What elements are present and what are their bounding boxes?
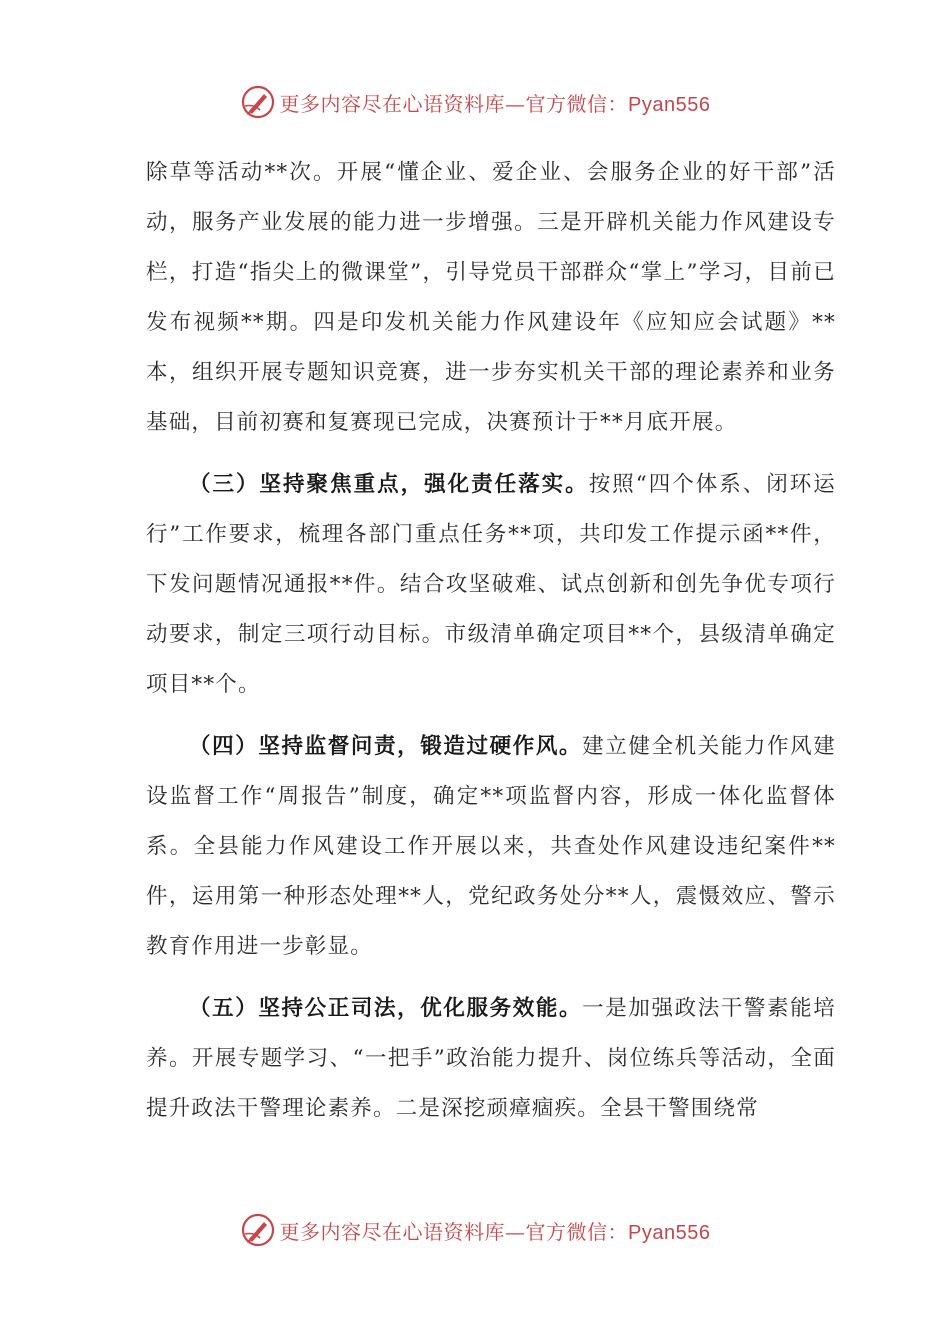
pen-logo-icon <box>240 84 276 120</box>
paragraph-heading: （四）坚持监督问责，锻造过硬作风。 <box>189 734 583 759</box>
header-banner-text: 更多内容尽在心语资料库—官方微信：Pyan556 <box>279 91 711 116</box>
paragraph-heading: （三）坚持聚焦重点，强化责任落实。 <box>189 472 589 497</box>
header-banner <box>0 80 950 124</box>
paragraph-3: （四）坚持监督问责，锻造过硬作风。建立健全机关能力作风建设监督工作“周报告”制度，确定**项监督内容，形成一体化监督体系。全县能力作风建设工作开展以来，共查处作风建设违纪案件**件，运用第一种形态处理**人，党纪政务处分**人，震慑效应、警示教育作用进一步彰显。 <box>146 734 836 959</box>
document-body <box>146 148 836 1134</box>
footer-banner-brand: Pyan556 <box>628 1221 711 1244</box>
pen-logo-icon <box>240 1212 276 1248</box>
header-banner-brand: Pyan556 <box>628 93 711 116</box>
paragraph-1: 除草等活动**次。开展“懂企业、爱企业、会服务企业的好干部”活动，服务产业发展的能力进一步增强。三是开辟机关能力作风建设专栏，打造“指尖上的微课堂”，引导党员干部群众“掌上”学习，目前已发布视频**期。四是印发机关能力作风建设年《应知应会试题》**本，组织开展专题知识竞赛，进一步夯实机关干部的理论素养和业务基础，目前初赛和复赛现已完成，决赛预计于**月底开展。 <box>146 160 836 435</box>
footer-banner <box>0 1208 950 1252</box>
paragraph-heading: （五）坚持公正司法，优化服务效能。 <box>189 996 583 1021</box>
paragraph-2: （三）坚持聚焦重点，强化责任落实。按照“四个体系、闭环运行”工作要求，梳理各部门重点任务**项，共印发工作提示函**件，下发问题情况通报**件。结合攻坚破难、试点创新和创先争优专项行动要求，制定三项行动目标。市级清单确定项目**个，县级清单确定项目**个。 <box>146 472 836 697</box>
paragraph-4: （五）坚持公正司法，优化服务效能。一是加强政法干警素能培养。开展专题学习、“一把手”政治能力提升、岗位练兵等活动，全面提升政法干警理论素养。二是深挖顽瘴痼疾。全县干警围绕常 <box>146 996 836 1121</box>
footer-banner-text: 更多内容尽在心语资料库—官方微信：Pyan556 <box>279 1219 711 1244</box>
